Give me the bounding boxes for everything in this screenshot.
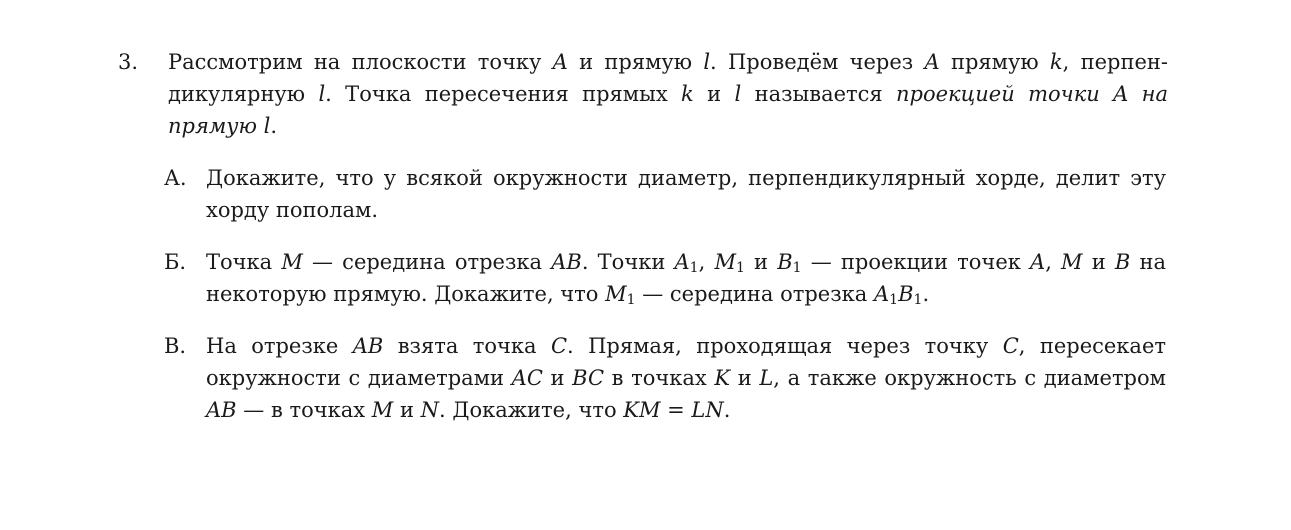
item-label: А. — [164, 166, 187, 190]
problem-number: 3. — [118, 50, 139, 74]
math-var: l — [703, 50, 711, 74]
item-label: В. — [164, 334, 187, 358]
problem-3 — [118, 46, 1170, 446]
math-var: A — [924, 50, 940, 74]
math-var: l — [318, 82, 326, 106]
math-var: k — [681, 82, 694, 106]
item-text: Точка M — середина отрезка AB. Точки $A_1$, $M_1$ и $B_1$ — проекции точек A, M и B на некоторую прямую. Докажите, что $M_1$ — середина отрезка $A_1B_1$. — [206, 250, 1167, 308]
list-item — [164, 162, 1170, 226]
item-text: На отрезке AB взята точка C. Прямая, проходящая через точку C, пересекает окружности с диаметрами AC и BC в точках K и L, а также окружность с диаметром AB — в точках M и N. Докажите, что KM = LN. — [206, 334, 1166, 422]
list-item — [164, 246, 1170, 310]
item-label: Б. — [164, 250, 187, 274]
math-var: k — [1049, 50, 1063, 74]
math-var: l — [734, 82, 742, 106]
cut-off-previous-line — [200, 0, 1100, 3]
problem-statement: Рассмотрим на плоскости точку A и прямую l. Проведём через A прямую k, перпендикулярную l. Точка пересечения прямых k и l называется проекцией точки A на прямую l. — [168, 50, 1169, 138]
definition-term: проекцией точки A на прямую l — [168, 82, 1169, 138]
math-var: A — [552, 50, 568, 74]
math-equation: KM = LN — [623, 398, 724, 422]
list-item — [164, 330, 1170, 426]
item-text: Докажите, что у всякой окружности диаметр, перпендикулярный хорде, делит эту хорду пополам. — [206, 166, 1166, 222]
problem-items — [164, 162, 1170, 426]
